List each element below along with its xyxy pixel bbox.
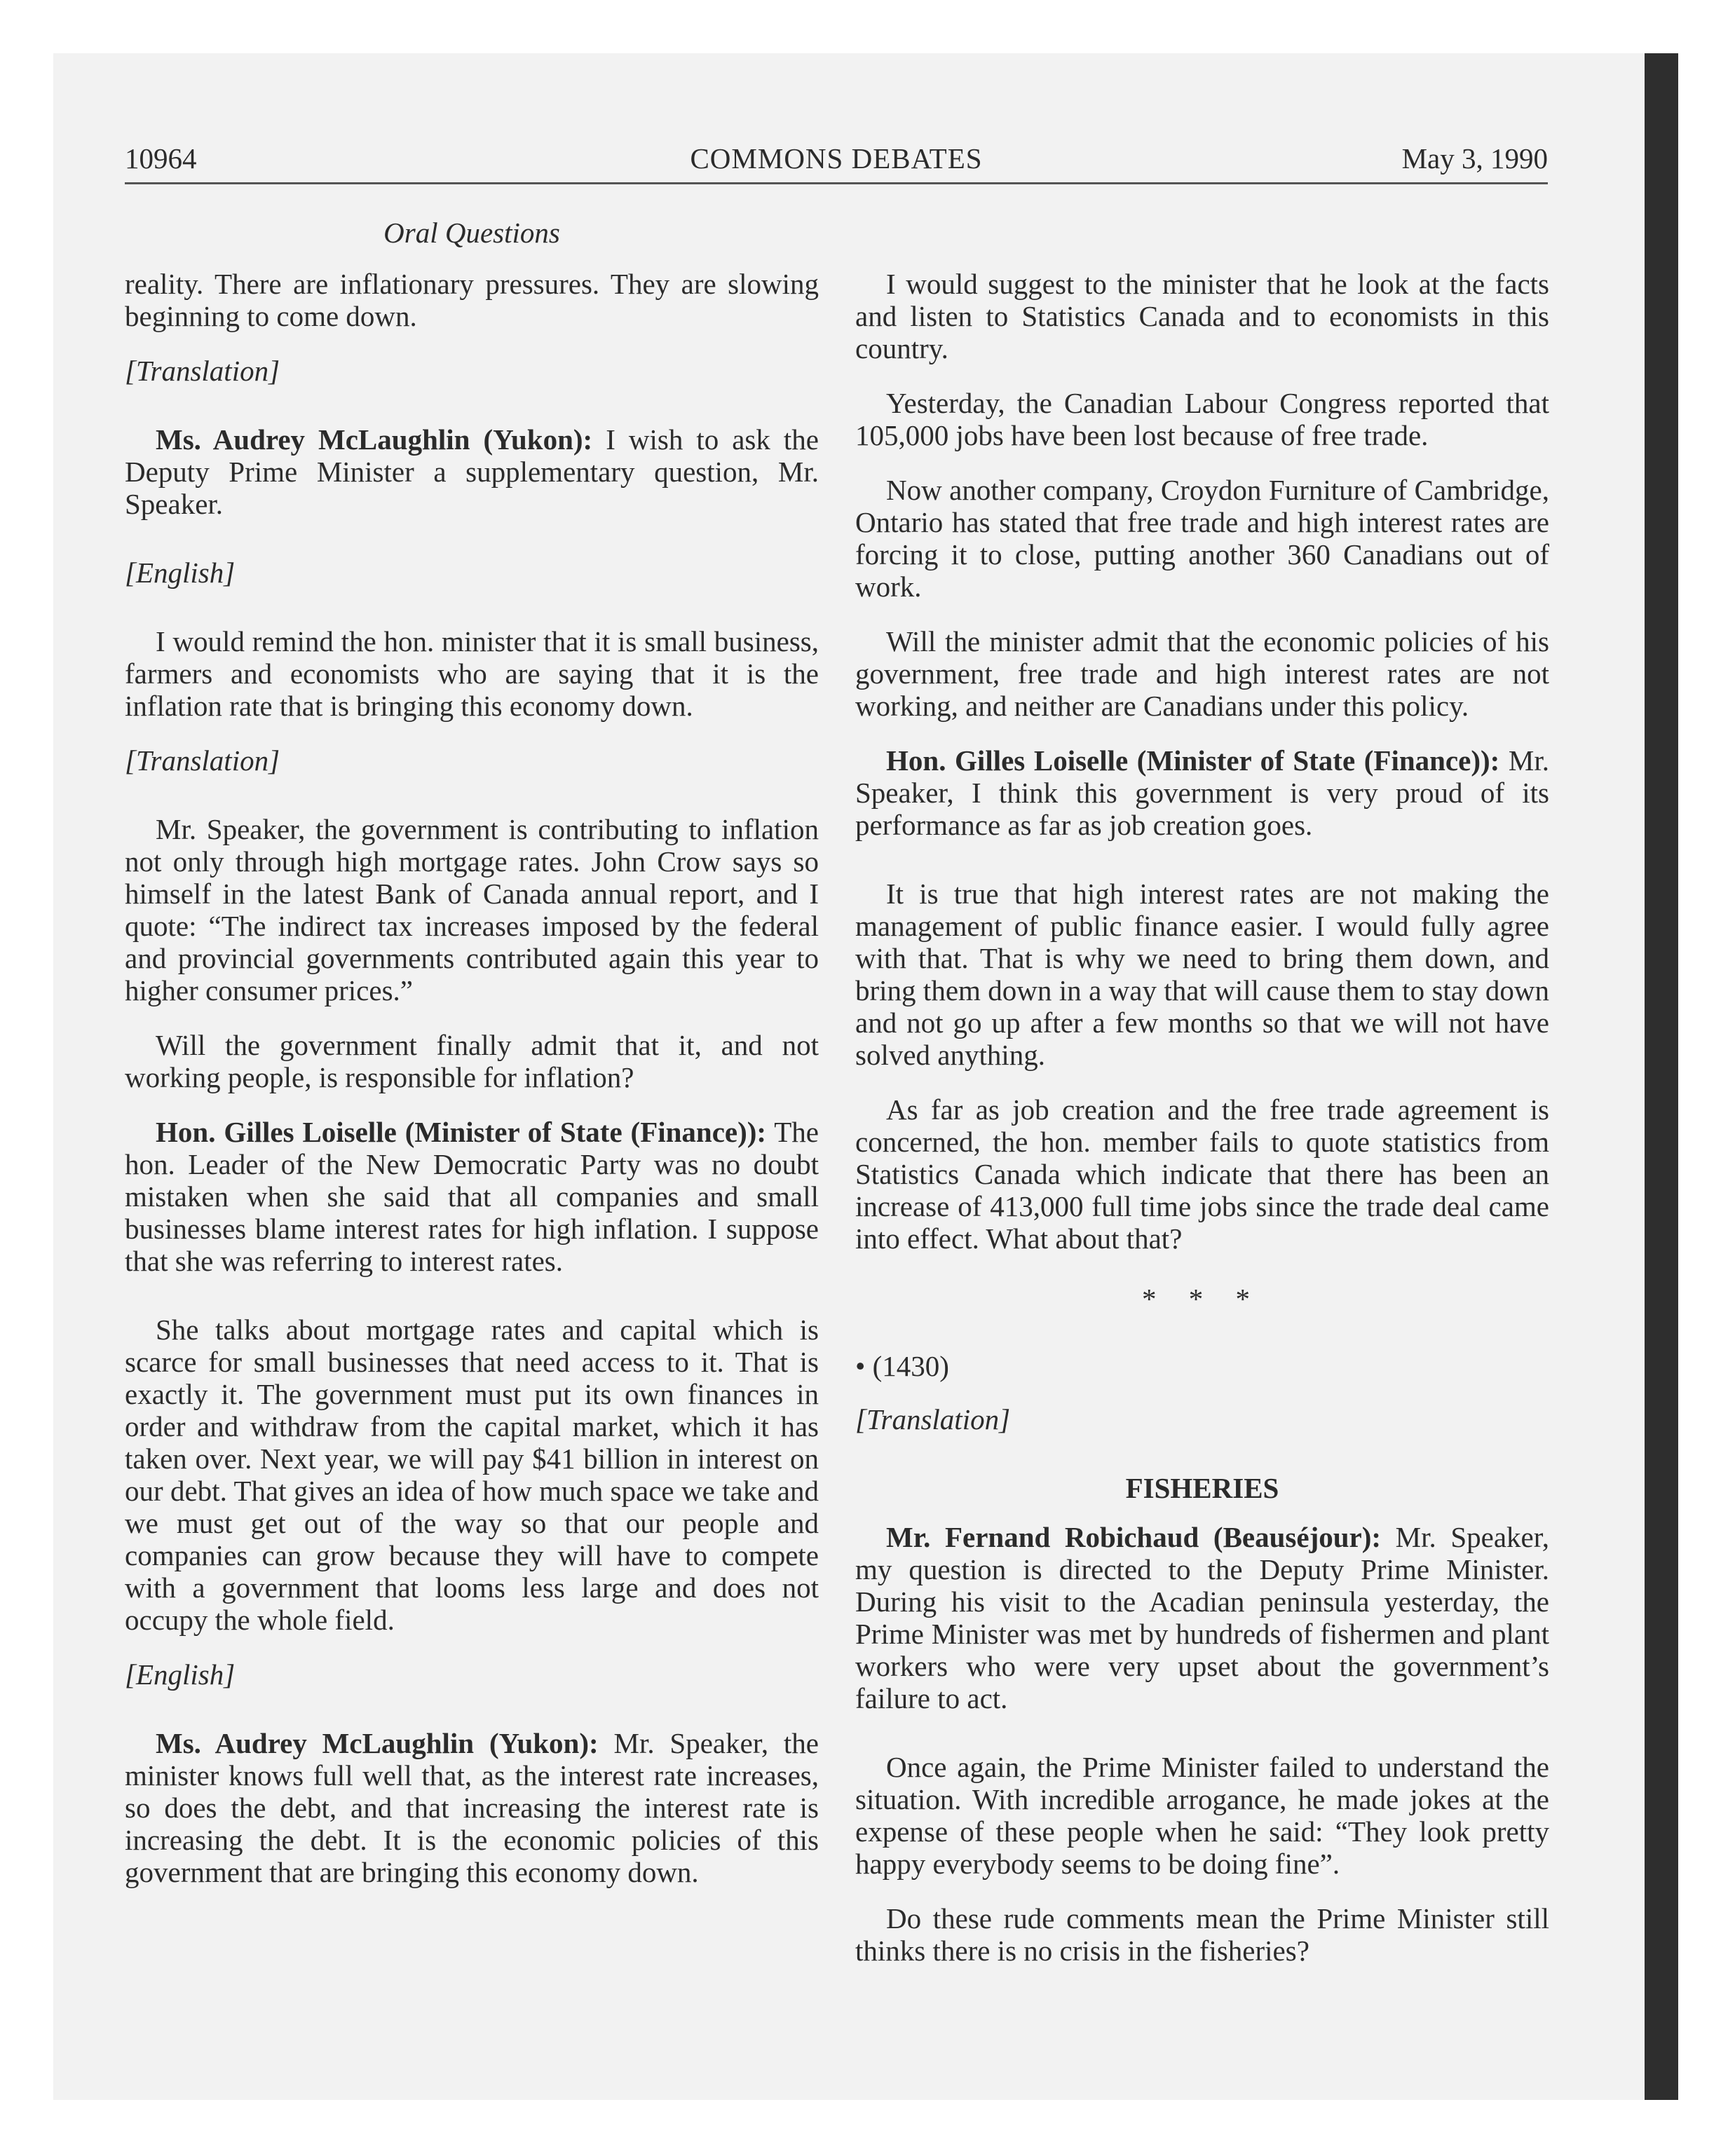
speech-text: Mr. Speaker, I think this government is very proud of its performance as far as job creation goes. [855, 744, 1549, 841]
speaker-name: Hon. Gilles Loiselle (Minister of State (Finance)): [886, 744, 1500, 777]
body-paragraph: Once again, the Prime Minister failed to understand the situation. With incredible arrogance, he made jokes at the expense of these people when he said: “They look pretty happy everybody seems to be doing fine”. [855, 1751, 1549, 1880]
publication-title: COMMONS DEBATES [690, 142, 983, 175]
language-marker: [English] [125, 1658, 236, 1691]
language-marker: [Translation] [125, 355, 280, 387]
scan-edge-shadow [1645, 53, 1678, 2100]
body-paragraph: I would remind the hon. minister that it is small business, farmers and economists who are saying that it is the inflation rate that is bringing this economy down. [125, 625, 819, 722]
body-paragraph: Do these rude comments mean the Prime Minister still thinks there is no crisis in the fisheries? [855, 1902, 1549, 1967]
body-paragraph: I would suggest to the minister that he look at the facts and listen to Statistics Canada and to economists in this country. [855, 268, 1549, 364]
body-paragraph: Now another company, Croydon Furniture of Cambridge, Ontario has stated that free trade and high interest rates are forcing it to close, putting another 360 Canadians out of work. [855, 474, 1549, 603]
speech-text: Mr. Speaker, my question is directed to the Deputy Prime Minister. During his visit to the Acadian peninsula yesterday, the Prime Minister was met by hundreds of fishermen and plant workers who were very upset about the government’s failure to act. [855, 1521, 1549, 1714]
language-marker: [English] [125, 557, 236, 589]
speech-text: Mr. Speaker, the minister knows full well that, as the interest rate increases, so does the debt, and that increasing the interest rate is increasing the debt. It is the economic policies of this government that are bringing this economy down. [125, 1727, 819, 1888]
body-paragraph: It is true that high interest rates are not making the management of public finance easier. I would fully agree with that. That is why we need to bring them down, and bring them down in a way that will cause them to stay down and not go up after a few months so that we will not have solved anything. [855, 878, 1549, 1071]
speech-paragraph [125, 423, 819, 520]
body-paragraph: reality. There are inflationary pressures. They are slowing beginning to come down. [125, 268, 819, 332]
page-header [125, 137, 1548, 179]
body-paragraph: Mr. Speaker, the government is contributing to inflation not only through high mortgage rates. John Crow says so himself in the latest Bank of Canada annual report, and I quote: “The indirect tax increases imposed by the federal and provincial governments contributed again this year to higher consumer prices.” [125, 813, 819, 1007]
language-marker: [Translation] [855, 1403, 1011, 1435]
page-number: 10964 [125, 142, 197, 175]
speech-text: I wish to ask the Deputy Prime Minister a supplementary question, Mr. Speaker. [125, 423, 819, 520]
left-column [125, 268, 819, 1925]
right-column [855, 268, 1549, 1989]
time-marker: • (1430) [855, 1350, 949, 1382]
header-date: May 3, 1990 [1401, 142, 1548, 175]
body-paragraph: Yesterday, the Canadian Labour Congress reported that 105,000 jobs have been lost because of free trade. [855, 387, 1549, 451]
section-label: Oral Questions [383, 217, 560, 249]
speech-paragraph [125, 1116, 819, 1277]
speaker-name: Hon. Gilles Loiselle (Minister of State (Finance)): [156, 1116, 767, 1148]
speech-text: The hon. Leader of the New Democratic Party was no doubt mistaken when she said that all companies and small businesses blame interest rates for high inflation. I suppose that she was referring to interest rates. [125, 1116, 819, 1277]
speech-paragraph [855, 744, 1549, 841]
speech-paragraph [125, 1727, 819, 1888]
header-rule [125, 182, 1548, 184]
speaker-name: Ms. Audrey McLaughlin (Yukon): [156, 423, 593, 456]
topic-heading: FISHERIES [1125, 1472, 1279, 1504]
section-separator: * * * [1142, 1283, 1263, 1315]
body-paragraph: As far as job creation and the free trade agreement is concerned, the hon. member fails to quote statistics from Statistics Canada which indicate that there has been an increase of 413,000 full time jobs since the trade deal came into effect. What about that? [855, 1093, 1549, 1255]
body-paragraph: She talks about mortgage rates and capital which is scarce for small businesses that need access to it. That is exactly it. The government must put its own finances in order and withdraw from the capital market, which it has taken over. Next year, we will pay $41 billion in interest on our debt. That gives an idea of how much space we take and we must get out of the way so that our people and companies can grow because they will have to compete with a government that looms less large and does not occupy the whole field. [125, 1314, 819, 1636]
speaker-name: Mr. Fernand Robichaud (Beauséjour): [886, 1521, 1382, 1553]
speaker-name: Ms. Audrey McLaughlin (Yukon): [156, 1727, 599, 1759]
language-marker: [Translation] [125, 744, 280, 777]
body-paragraph: Will the government finally admit that it, and not working people, is responsible for inflation? [125, 1029, 819, 1093]
body-paragraph: Will the minister admit that the economic policies of his government, free trade and high interest rates are not working, and neither are Canadians under this policy. [855, 625, 1549, 722]
speech-paragraph [855, 1521, 1549, 1714]
